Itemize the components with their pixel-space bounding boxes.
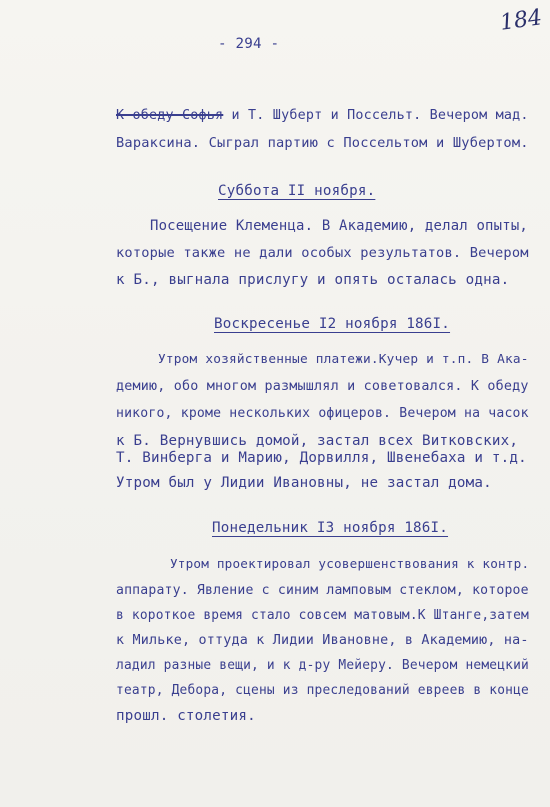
page-number: - 294 -: [218, 36, 280, 52]
text-line: Вараксина. Сыграл партию с Поссельтом и Шубертом.: [116, 135, 529, 151]
date-heading: Понедельник I3 ноября 186I.: [212, 520, 449, 536]
text-span: и Т. Шуберт и Поссельт. Вечером мад.: [223, 108, 529, 123]
text-line: прошл. столетия.: [116, 708, 256, 724]
text-line: театр, Дебора, сцены из преследований евреев в конце: [116, 683, 529, 698]
text-line: Посещение Клеменца. В Академию, делал опыты,: [150, 218, 529, 234]
text-line: к Б. Вернувшись домой, застал всех Витковских,: [116, 433, 519, 449]
text-line: к Мильке, оттуда к Лидии Ивановне, в Академию, на-: [116, 633, 529, 648]
text-line: Утром был у Лидии Ивановны, не застал дома.: [116, 475, 492, 491]
text-line: аппарату. Явление с синим ламповым стеклом, которое: [116, 583, 529, 598]
text-line: ладил разные вещи, и к д-ру Мейеру. Вечером немецкий: [116, 658, 529, 673]
struck-text: К обеду Софья: [116, 108, 224, 123]
text-line: которые также не дали особых результатов. Вечером: [116, 245, 529, 261]
date-heading: Суббота II ноября.: [218, 183, 376, 199]
text-line: Утром проектировал усовершенствования к контр.: [170, 556, 530, 571]
text-line: никого, кроме нескольких офицеров. Вечером на часок: [116, 406, 529, 421]
text-line: [116, 108, 529, 123]
handwritten-page-number: 184: [498, 5, 544, 36]
text-line: к Б., выгнала прислугу и опять осталась одна.: [116, 272, 510, 288]
text-line: Утром хозяйственные платежи.Кучер и т.п. В Ака-: [158, 352, 529, 367]
text-line: в короткое время стало совсем матовым.К Штанге,затем: [116, 608, 529, 623]
text-line: демию, обо многом размышлял и советовался. К обеду: [116, 379, 529, 394]
text-line: Т. Винберга и Марию, Дорвилля, Швенебаха и т.д.: [116, 450, 527, 466]
date-heading: Воскресенье I2 ноября 186I.: [214, 316, 451, 332]
